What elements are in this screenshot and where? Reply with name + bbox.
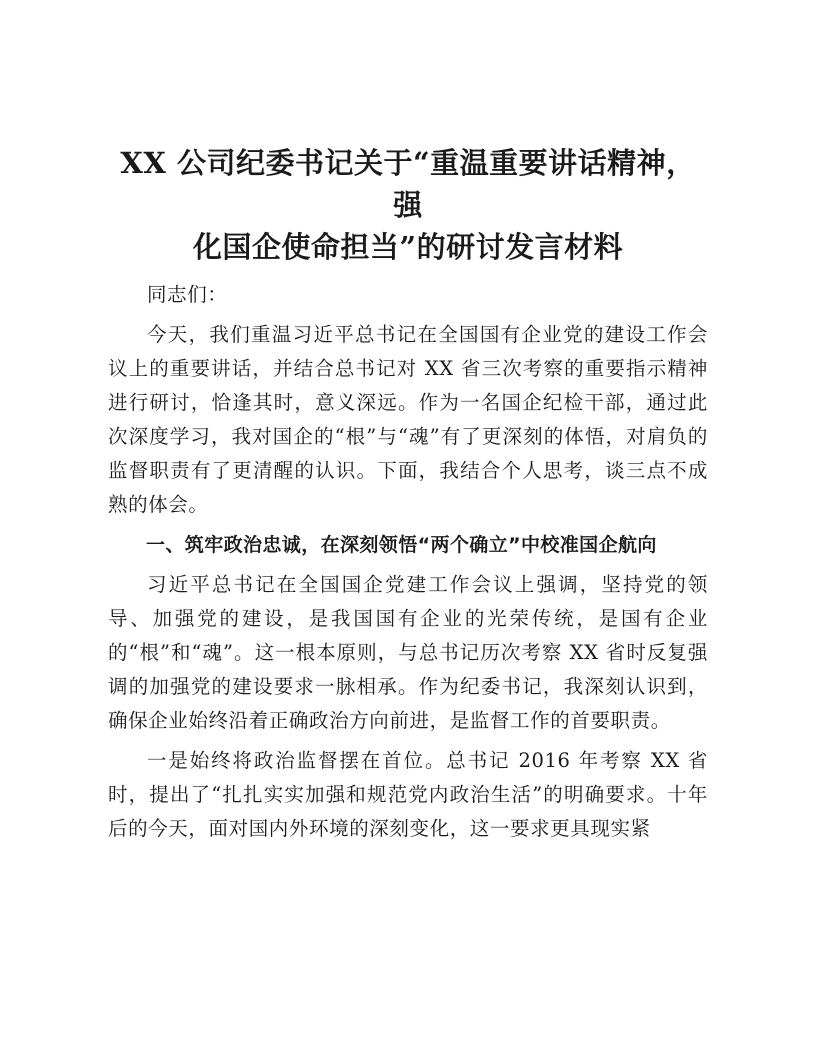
section-1-paragraph-2: 一是始终将政治监督摆在首位。总书记 2016 年考察 XX 省时，提出了“扎扎实实加强和规范党内政治生活”的明确要求。十年后的今天，面对国内外环境的深刻变化，这一要求更具现实紧 xyxy=(108,749,708,840)
section-1-heading: 一、筑牢政治忠诚，在深刻领悟“两个确立”中校准国企航向 xyxy=(146,534,657,556)
title-line-2: 化国企使命担当”的研讨发言材料 xyxy=(192,230,624,264)
intro-paragraph: 今天，我们重温习近平总书记在全国国有企业党的建设工作会议上的重要讲话，并结合总书记对 XX 省三次考察的重要指示精神进行研讨，恰逢其时，意义深远。作为一名国企纪检干部，通过此次深度学习，我对国企的“根”与“魂”有了更深刻的体悟，对肩负的监督职责有了更清醒的认识。下面，我结合个人思考，谈三点不成熟的体会。 xyxy=(108,323,708,516)
title-line-1: XX 公司纪委书记关于“重温重要讲话精神，强 xyxy=(120,146,696,222)
section-1-paragraph-1: 习近平总书记在全国国企党建工作会议上强调，坚持党的领导、加强党的建设，是我国国有企业的光荣传统，是国有企业的“根”和“魂”。这一根本原则，与总书记历次考察 XX 省时反复强调的加强党的建设要求一脉相承。作为纪委书记，我深刻认识到，确保企业始终沿着正确政治方向前进，是监督工作的首要职责。 xyxy=(108,573,708,732)
salutation: 同志们： xyxy=(147,283,228,306)
document-title xyxy=(108,142,708,268)
